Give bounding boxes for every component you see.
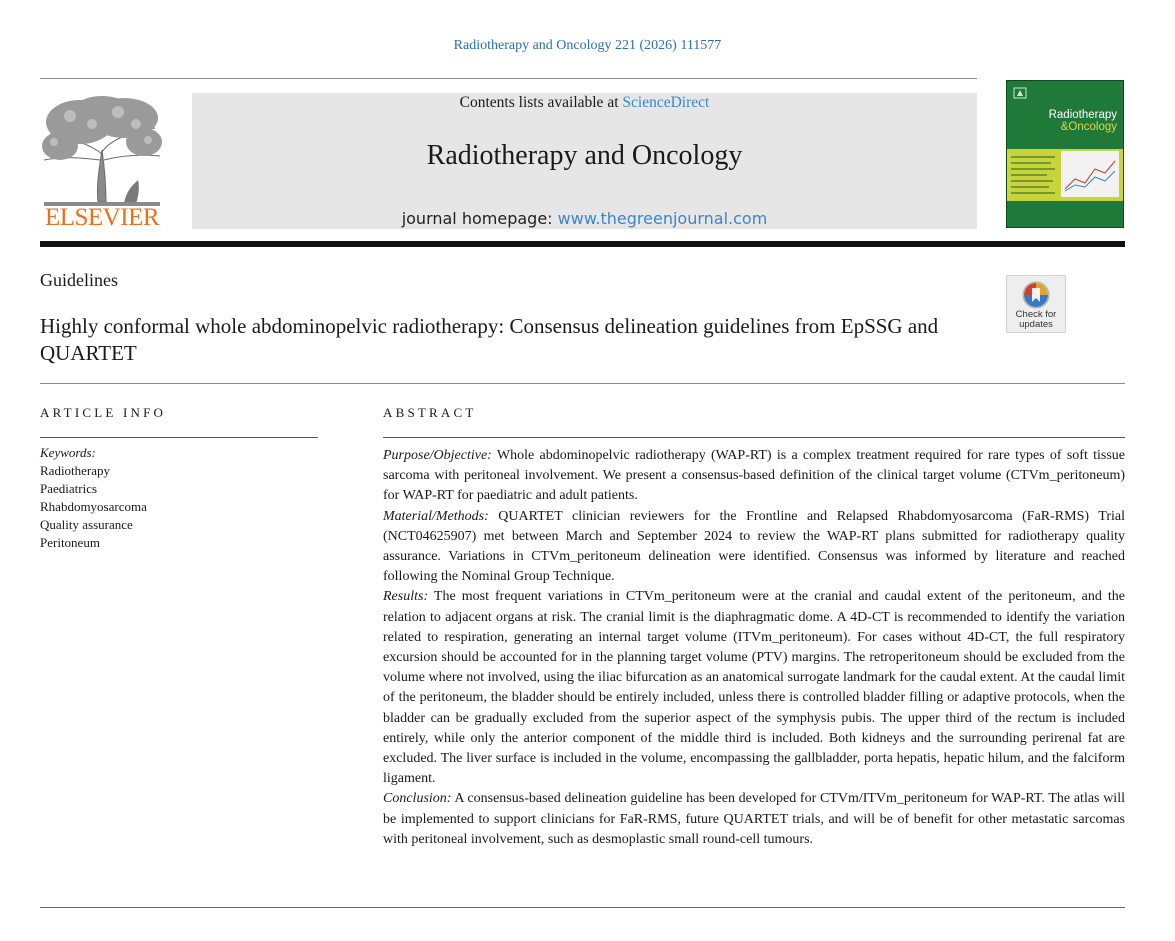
check-for-updates-label	[1007, 310, 1065, 330]
keyword-item: Paediatrics	[40, 481, 98, 496]
abstract-label: Purpose/Objective:	[383, 448, 492, 463]
journal-citation[interactable]: Radiotherapy and Oncology 221 (2026) 111577	[453, 38, 722, 53]
check-for-updates-button[interactable]	[1006, 275, 1066, 333]
keyword-item: Radiotherapy	[40, 463, 111, 478]
cover-chart-thumbnail	[1061, 151, 1119, 197]
contents-prefix: Contents lists available at	[459, 94, 623, 111]
abstract-paragraph-methods	[383, 507, 1125, 588]
check-for-updates-icon	[1021, 280, 1051, 310]
abstract-label: Conclusion:	[383, 791, 452, 807]
cover-title-line2: &Oncology	[1060, 121, 1117, 133]
keywords-block	[40, 444, 318, 552]
keyword-item: Rhabdomyosarcoma	[40, 499, 147, 514]
contents-line	[192, 94, 977, 112]
journal-cover-thumbnail[interactable]	[1006, 80, 1124, 228]
article-title: Highly conformal whole abdominopelvic radiotherapy: Consensus delineation guidelines from EpSSG and QUARTET	[40, 314, 939, 365]
check-line1: Check for	[1015, 309, 1057, 320]
keywords-label: Keywords:	[40, 445, 96, 460]
abstract-text: Whole abdominopelvic radiotherapy (WAP-RT) is a complex treatment required for rare types of soft tissue sarcoma with peritoneal involvement. We present a consensus-based definition of the clinical target volume (CTVm_peritoneum) for WAP-RT for paediatric and adult patients.	[383, 448, 1125, 504]
keyword-item: Peritoneum	[40, 535, 100, 550]
sciencedirect-link[interactable]: ScienceDirect	[622, 94, 710, 111]
check-line2: updates	[1019, 319, 1053, 330]
homepage-link[interactable]: www.thegreenjournal.com	[557, 209, 768, 228]
article-info-heading: ARTICLE INFO	[40, 405, 167, 420]
abstract-text: A consensus-based delineation guideline has been developed for CTVm/ITVm_peritoneum for WAP-RT. The atlas will be implemented to support clinicians for FaR-RMS, future QUARTET trials, and will be of benefit for other metastatic sarcomas with peritoneal involvement, such as desmoplastic small round-cell tumours.	[383, 791, 1125, 847]
abstract-text: The most frequent variations in CTVm_peritoneum were at the cranial and caudal extent of the peritoneum, and the relation to adjacent organs at risk. The cranial limit is the diaphragmatic dome. A 4D-CT is recommended to identify the variation related to respiration, generating an internal target volume (ITVm_peritoneum). For cases without 4D-CT, the full respiratory excursion should be accounted for in the planning target volume (PTV) margins. The retroperitoneum should be excluded from the volume where not involved, using the iliac bifurcation as an anatomical surrogate landmark for the caudal extent. At the caudal limit of the peritoneum, the bladder should be entirely included, unless there is controlled bladder filling or adaptive protocols, when the bladder can be gradually excluded from the superior aspect of the symphysis pubis. The upper third of the rectum is included entirely, while only the anterior component of the middle third is included. Both kidneys and the surrounding perirenal fat are excluded. The liver surface is included in the volume, encompassing the gallbladder, porta hepatis, hepatic hilum, and the falciform ligament.	[383, 589, 1126, 787]
article-info-rule	[40, 437, 318, 438]
abstract-paragraph-results	[383, 587, 1125, 789]
header-thick-rule	[40, 241, 1125, 247]
top-rule	[40, 78, 977, 79]
elsevier-wordmark: ELSEVIER	[44, 204, 160, 231]
journal-homepage-line	[192, 209, 977, 228]
abstract-label: Results:	[383, 589, 429, 605]
title-rule	[40, 383, 1125, 384]
cover-title	[1049, 109, 1117, 133]
cover-publisher-icon	[1013, 87, 1027, 99]
article-section-label: Guidelines	[40, 270, 118, 290]
abstract-body	[383, 446, 1125, 850]
abstract-rule	[383, 437, 1125, 438]
journal-title: Radiotherapy and Oncology	[426, 140, 743, 171]
abstract-heading: ABSTRACT	[383, 405, 477, 420]
keyword-item: Quality assurance	[40, 517, 133, 532]
abstract-text: QUARTET clinician reviewers for the Frontline and Relapsed Rhabdomyosarcoma (FaR-RMS) Trial (NCT04625907) met between March and September 2024 to review the WAP-RT plans submitted for radiotherapy quality assurance. Variations in CTVm_peritoneum delineation were identified. Consensus was informed by literature and reached following the Nominal Group Technique.	[383, 508, 1125, 585]
abstract-paragraph-conclusion	[383, 789, 1125, 850]
cover-title-line1: Radiotherapy	[1048, 109, 1117, 121]
cover-text-lines	[1011, 151, 1059, 227]
abstract-label: Material/Methods:	[383, 508, 489, 524]
bottom-rule	[40, 907, 1125, 908]
homepage-prefix: journal homepage:	[401, 209, 558, 228]
abstract-paragraph-purpose	[383, 446, 1125, 507]
